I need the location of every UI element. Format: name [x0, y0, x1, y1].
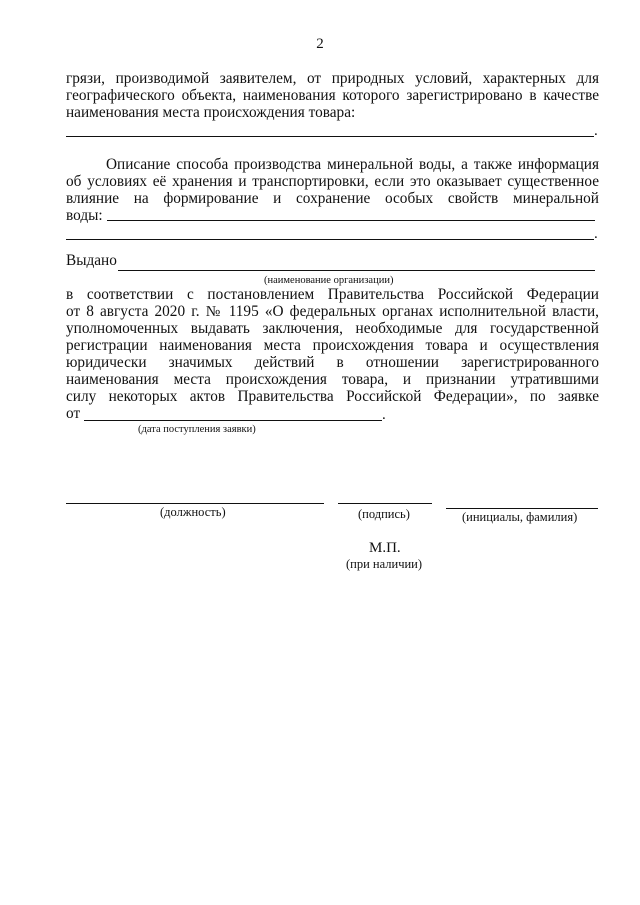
position-fill-line	[66, 503, 324, 504]
paragraph-1-line-1: грязи, производимой заявителем, от природных условий, характерных для	[66, 70, 599, 87]
paragraph-2-line-4: воды:	[66, 207, 103, 224]
application-date-period: .	[382, 407, 386, 423]
fill-line-3-period: .	[594, 226, 598, 242]
issued-label: Выдано	[66, 252, 117, 269]
paragraph-2-line-1: Описание способа производства минеральной воды, а также информация	[106, 156, 599, 173]
fill-line-1-period: .	[594, 123, 598, 139]
fill-line-1	[66, 136, 594, 137]
paragraph-1-line-3: наименования места происхождения товара:	[66, 104, 356, 121]
fill-line-2	[107, 220, 595, 221]
paragraph-3-line-4: регистрации наименования места происхождения товара и осуществления	[66, 337, 599, 354]
paragraph-2-line-2: об условиях её хранения и транспортировки, если это оказывает существенное	[66, 173, 599, 190]
paragraph-3-line-2: от 8 августа 2020 г. № 1195 «О федеральных органах исполнительной власти,	[66, 303, 599, 320]
stamp-note: (при наличии)	[346, 557, 423, 571]
issued-fill-line	[118, 270, 595, 271]
signature-caption: (подпись)	[358, 507, 410, 521]
paragraph-3-line-7: силу некоторых актов Правительства Российской Федерации», по заявке	[66, 388, 599, 405]
paragraph-3-line-8: от	[66, 405, 81, 422]
paragraph-3-line-1: в соответствии с постановлением Правительства Российской Федерации	[66, 286, 599, 303]
signature-fill-line	[338, 503, 432, 504]
paragraph-3	[66, 286, 599, 422]
paragraph-3-line-3: уполномоченных выдавать заключения, необходимые для государственной	[66, 320, 599, 337]
stamp-label: М.П.	[369, 540, 401, 556]
paragraph-1	[66, 70, 599, 121]
name-caption: (инициалы, фамилия)	[462, 510, 578, 524]
page-number: 2	[316, 36, 324, 52]
paragraph-2	[66, 156, 599, 224]
paragraph-2-line-3: влияние на формирование и сохранение особых свойств минеральной	[66, 190, 599, 207]
application-date-caption: (дата поступления заявки)	[138, 424, 256, 435]
application-date-fill-line	[84, 420, 382, 421]
organization-caption: (наименование организации)	[264, 275, 394, 286]
position-caption: (должность)	[160, 505, 226, 519]
paragraph-3-line-5: юридически значимых действий в отношении зарегистрированного	[66, 354, 599, 371]
fill-line-3	[66, 239, 594, 240]
paragraph-1-line-2: географического объекта, наименования которого зарегистрировано в качестве	[66, 87, 599, 104]
paragraph-3-line-6: наименования места происхождения товара, и признании утратившими	[66, 371, 599, 388]
name-fill-line	[446, 508, 598, 509]
